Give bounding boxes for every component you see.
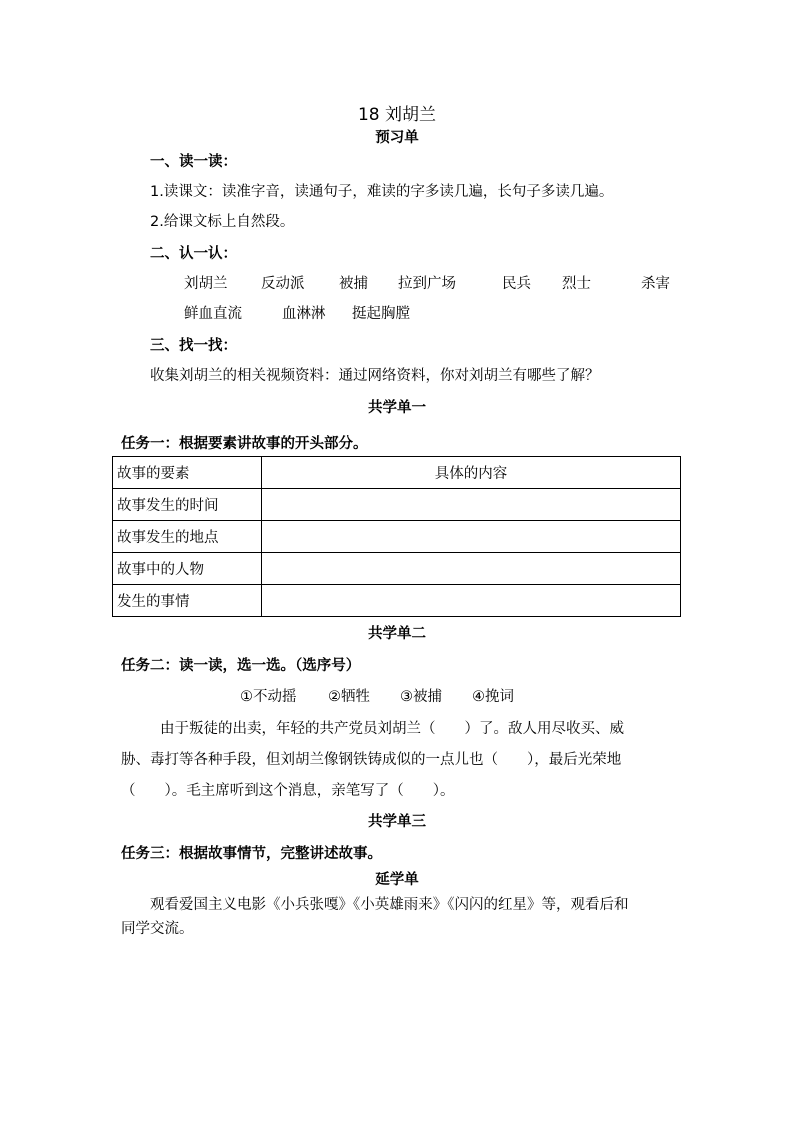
answer-cell[interactable] [262, 521, 681, 553]
option: ②牺牲 [328, 689, 370, 705]
co-learning-1-heading: 共学单一 [368, 400, 426, 416]
find-text: 收集刘胡兰的相关视频资料：通过网络资料，你对刘胡兰有哪些了解？ [150, 368, 600, 384]
word: 刘胡兰 [184, 276, 228, 292]
word: 杀害 [641, 276, 670, 292]
table-row [113, 489, 681, 521]
word: 民兵 [502, 276, 531, 292]
task-2: 任务二：读一读，选一选。（选序号） [121, 658, 361, 674]
table-cell: 故事发生的地点 [113, 521, 262, 553]
cloze-line-3: （ ）。毛主席听到这个消息，亲笔写了（ ）。 [121, 783, 455, 799]
table-header-cell: 故事的要素 [113, 457, 262, 489]
word: 被捕 [339, 276, 368, 292]
section-read-heading: 一、读一读： [150, 154, 237, 170]
word: 血淋淋 [282, 306, 326, 322]
co-learning-3-heading: 共学单三 [368, 814, 426, 830]
word: 挺起胸膛 [352, 306, 410, 322]
cloze-line-2: 胁、毒打等各种手段，但刘胡兰像钢铁铸成似的一点儿也（ ），最后光荣地 [121, 752, 622, 768]
table-cell: 故事中的人物 [113, 553, 262, 585]
table-cell: 故事发生的时间 [113, 489, 262, 521]
story-elements-table [112, 456, 681, 617]
word: 鲜血直流 [184, 306, 242, 322]
extension-heading: 延学单 [375, 872, 419, 888]
page-title: 18 刘胡兰 [357, 105, 437, 125]
table-header-row [113, 457, 681, 489]
table-row [113, 553, 681, 585]
co-learning-2-heading: 共学单二 [368, 626, 426, 642]
option: ④挽词 [472, 689, 514, 705]
answer-cell[interactable] [262, 585, 681, 617]
section-recognize-heading: 二、认一认： [150, 246, 237, 262]
table-row [113, 521, 681, 553]
preview-heading: 预习单 [375, 130, 419, 146]
word: 烈士 [562, 276, 591, 292]
answer-cell[interactable] [262, 489, 681, 521]
table-header-cell: 具体的内容 [262, 457, 681, 489]
section-find-heading: 三、找一找： [150, 338, 237, 354]
extension-line-1: 观看爱国主义电影《小兵张嘎》《小英雄雨来》《闪闪的红星》等，观看后和 [150, 897, 629, 913]
task-1: 任务一：根据要素讲故事的开头部分。 [121, 436, 368, 452]
task-3: 任务三：根据故事情节，完整讲述故事。 [121, 846, 382, 862]
read-item-2: 2.给课文标上自然段。 [150, 214, 295, 230]
answer-cell[interactable] [262, 553, 681, 585]
option: ③被捕 [400, 689, 442, 705]
cloze-line-1: 由于叛徒的出卖，年轻的共产党员刘胡兰（ ）了。敌人用尽收买、威 [160, 721, 624, 737]
option: ①不动摇 [240, 689, 297, 705]
read-item-1: 1.读课文：读准字音，读通句子，难读的字多读几遍，长句子多读几遍。 [150, 184, 614, 200]
extension-line-2: 同学交流。 [121, 921, 194, 937]
word: 拉到广场 [398, 276, 456, 292]
word: 反动派 [261, 276, 305, 292]
table-cell: 发生的事情 [113, 585, 262, 617]
table-row [113, 585, 681, 617]
